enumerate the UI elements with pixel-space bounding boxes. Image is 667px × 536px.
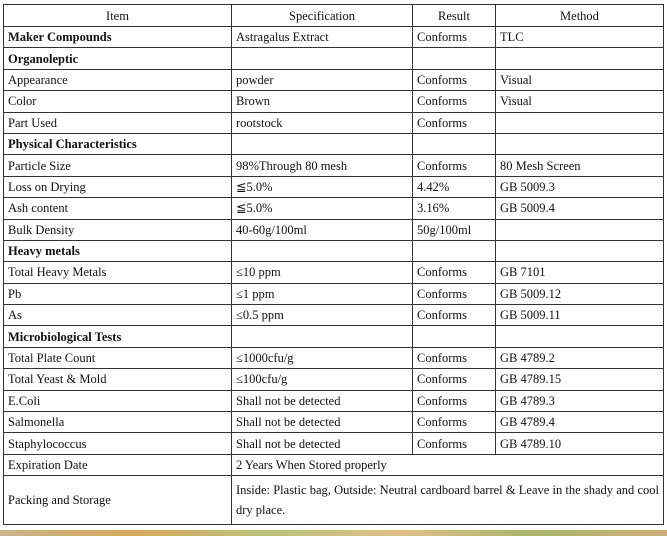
- bottom-image-strip: [0, 530, 667, 536]
- section-row: [4, 326, 664, 347]
- cell-method: GB 5009.4: [496, 198, 664, 219]
- cell-result: [413, 133, 496, 154]
- cell-specification: powder: [232, 69, 413, 90]
- cell-result: Conforms: [413, 347, 496, 368]
- cell-item: Loss on Drying: [4, 176, 232, 197]
- cell-result: 3.16%: [413, 198, 496, 219]
- table-row: [4, 390, 664, 411]
- cell-item: Salmonella: [4, 412, 232, 433]
- specification-table: [3, 4, 664, 525]
- cell-specification: Astragalus Extract: [232, 27, 413, 48]
- cell-specification: [232, 326, 413, 347]
- cell-specification: [232, 240, 413, 261]
- cell-method: GB 4789.3: [496, 390, 664, 411]
- header-method: Method: [496, 5, 664, 27]
- cell-item: Organoleptic: [4, 48, 232, 69]
- cell-method: TLC: [496, 27, 664, 48]
- cell-specification: rootstock: [232, 112, 413, 133]
- cell-item: Part Used: [4, 112, 232, 133]
- table-row: [4, 91, 664, 112]
- cell-item: Appearance: [4, 69, 232, 90]
- table-row: [4, 69, 664, 90]
- table-row: [4, 305, 664, 326]
- cell-result: Conforms: [413, 283, 496, 304]
- cell-result: Conforms: [413, 433, 496, 454]
- cell-specification: ≤10 ppm: [232, 262, 413, 283]
- cell-method: [496, 240, 664, 261]
- cell-result: [413, 240, 496, 261]
- table-body: [4, 27, 664, 455]
- cell-item: Maker Compounds: [4, 27, 232, 48]
- table-row: [4, 283, 664, 304]
- cell-specification: Shall not be detected: [232, 412, 413, 433]
- cell-specification: Brown: [232, 91, 413, 112]
- cell-item: E.Coli: [4, 390, 232, 411]
- cell-method: [496, 112, 664, 133]
- cell-method: [496, 133, 664, 154]
- cell-result: Conforms: [413, 69, 496, 90]
- cell-method: GB 4789.4: [496, 412, 664, 433]
- cell-method: 80 Mesh Screen: [496, 155, 664, 176]
- cell-method: GB 5009.11: [496, 305, 664, 326]
- section-row: [4, 27, 664, 48]
- cell-item: Microbiological Tests: [4, 326, 232, 347]
- cell-result: 4.42%: [413, 176, 496, 197]
- table-row: [4, 198, 664, 219]
- cell-specification: [232, 48, 413, 69]
- table-row: [4, 219, 664, 240]
- cell-result: Conforms: [413, 27, 496, 48]
- cell-result: Conforms: [413, 155, 496, 176]
- cell-specification: 40-60g/100ml: [232, 219, 413, 240]
- header-specification: Specification: [232, 5, 413, 27]
- cell-method: Visual: [496, 91, 664, 112]
- table-header-row: [4, 5, 664, 27]
- cell-method: GB 5009.12: [496, 283, 664, 304]
- cell-specification: ≤1 ppm: [232, 283, 413, 304]
- cell-result: Conforms: [413, 369, 496, 390]
- cell-specification: [232, 133, 413, 154]
- cell-result: [413, 326, 496, 347]
- expiration-label: Expiration Date: [4, 454, 232, 475]
- cell-item: Pb: [4, 283, 232, 304]
- cell-item: Bulk Density: [4, 219, 232, 240]
- cell-item: Physical Characteristics: [4, 133, 232, 154]
- cell-result: Conforms: [413, 112, 496, 133]
- cell-specification: ≤1000cfu/g: [232, 347, 413, 368]
- table-row: [4, 176, 664, 197]
- cell-item: Total Plate Count: [4, 347, 232, 368]
- cell-method: GB 4789.10: [496, 433, 664, 454]
- cell-method: GB 4789.15: [496, 369, 664, 390]
- table-row: [4, 155, 664, 176]
- spec-sheet: [3, 4, 664, 525]
- cell-method: GB 7101: [496, 262, 664, 283]
- cell-result: Conforms: [413, 412, 496, 433]
- cell-result: 50g/100ml: [413, 219, 496, 240]
- packing-value: Inside: Plastic bag, Outside: Neutral cardboard barrel & Leave in the shady and cool dry place.: [232, 476, 664, 525]
- cell-specification: Shall not be detected: [232, 390, 413, 411]
- cell-result: Conforms: [413, 305, 496, 326]
- cell-specification: ≦5.0%: [232, 198, 413, 219]
- cell-specification: ≤100cfu/g: [232, 369, 413, 390]
- cell-method: [496, 326, 664, 347]
- cell-specification: ≤0.5 ppm: [232, 305, 413, 326]
- cell-result: Conforms: [413, 262, 496, 283]
- cell-specification: Shall not be detected: [232, 433, 413, 454]
- cell-item: Particle Size: [4, 155, 232, 176]
- expiration-row: [4, 454, 664, 475]
- packing-row: [4, 476, 664, 525]
- section-row: [4, 240, 664, 261]
- cell-result: Conforms: [413, 91, 496, 112]
- section-row: [4, 133, 664, 154]
- cell-method: [496, 48, 664, 69]
- cell-item: Ash content: [4, 198, 232, 219]
- table-row: [4, 369, 664, 390]
- cell-item: Staphylococcus: [4, 433, 232, 454]
- table-row: [4, 433, 664, 454]
- cell-method: [496, 219, 664, 240]
- cell-item: As: [4, 305, 232, 326]
- table-row: [4, 412, 664, 433]
- cell-result: [413, 48, 496, 69]
- table-row: [4, 262, 664, 283]
- cell-item: Total Heavy Metals: [4, 262, 232, 283]
- cell-result: Conforms: [413, 390, 496, 411]
- cell-item: Total Yeast & Mold: [4, 369, 232, 390]
- expiration-value: 2 Years When Stored properly: [232, 454, 664, 475]
- cell-specification: ≦5.0%: [232, 176, 413, 197]
- packing-label: Packing and Storage: [4, 476, 232, 525]
- cell-method: Visual: [496, 69, 664, 90]
- header-result: Result: [413, 5, 496, 27]
- cell-item: Color: [4, 91, 232, 112]
- table-row: [4, 112, 664, 133]
- cell-specification: 98%Through 80 mesh: [232, 155, 413, 176]
- cell-method: GB 4789.2: [496, 347, 664, 368]
- section-row: [4, 48, 664, 69]
- header-item: Item: [4, 5, 232, 27]
- cell-method: GB 5009.3: [496, 176, 664, 197]
- table-row: [4, 347, 664, 368]
- cell-item: Heavy metals: [4, 240, 232, 261]
